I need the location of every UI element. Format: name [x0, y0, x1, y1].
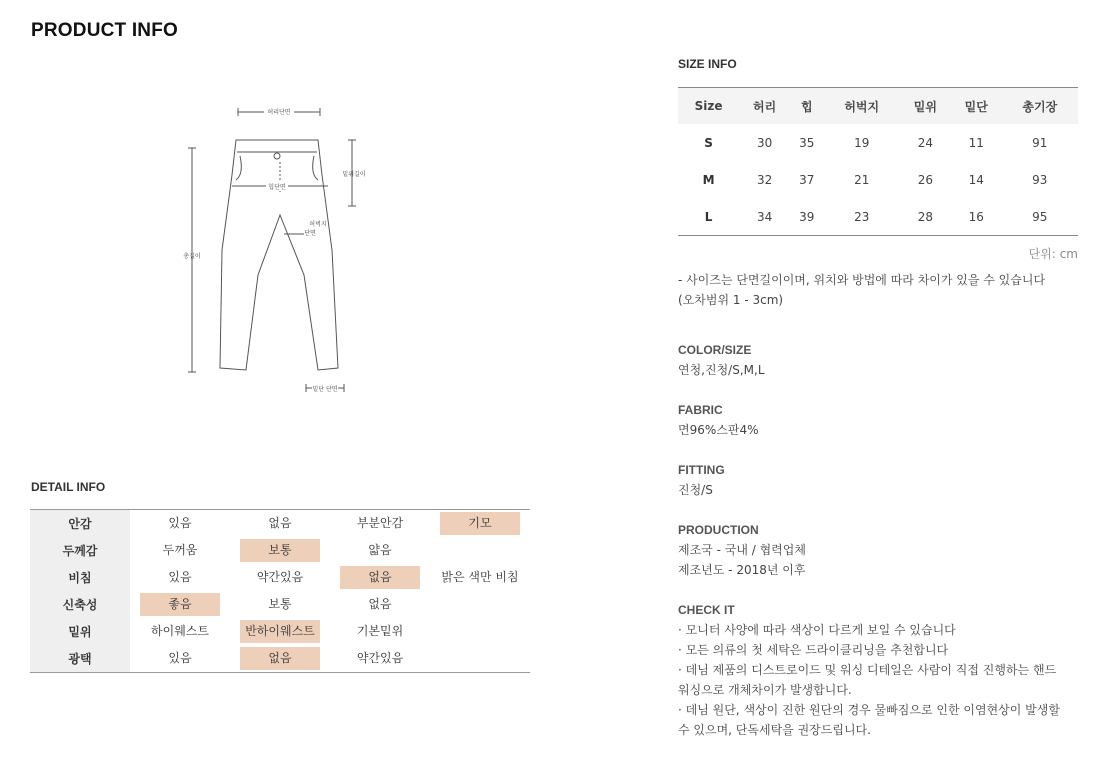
size-header-cell: Size	[678, 88, 739, 125]
detail-row-label: 두께감	[30, 537, 130, 564]
detail-option-cell	[230, 645, 330, 673]
detail-option: 있음	[168, 651, 192, 665]
section-heading: PRODUCTION	[678, 523, 759, 537]
waist-width-label: 허리단면	[267, 109, 291, 116]
section-text: 연청,진청/S,M,L	[678, 363, 765, 377]
section-text: 제조년도 - 2018년 이후	[678, 563, 806, 577]
detail-option	[440, 646, 520, 669]
detail-option-cell	[430, 645, 530, 673]
detail-row	[30, 645, 530, 673]
detail-option: 기본밑위	[356, 624, 404, 638]
detail-option-cell	[230, 537, 330, 564]
size-label-cell: M	[702, 172, 715, 187]
detail-row-label: 신축성	[30, 591, 130, 618]
detail-option-cell	[230, 618, 330, 645]
section-heading: FABRIC	[678, 403, 723, 417]
detail-option: 있음	[168, 516, 192, 530]
thigh-label: 허벅지	[309, 221, 327, 228]
section-text: 면96%스판4%	[678, 423, 759, 437]
detail-row-label: 광택	[30, 645, 130, 673]
section-text: · 데님 제품의 디스트로이드 및 워싱 디테일은 사람이 직접 진행하는 핸드	[678, 663, 1057, 677]
detail-option-selected: 기모	[440, 512, 520, 535]
detail-option-cell	[230, 564, 330, 591]
button-icon	[274, 153, 280, 159]
size-label-cell: S	[704, 135, 713, 150]
size-header-cell: 힙	[790, 88, 824, 125]
size-value-cell: 30	[756, 135, 773, 150]
detail-option-cell	[430, 510, 530, 538]
rise-label: 밑위길이	[342, 171, 366, 178]
detail-row-label: 밑위	[30, 618, 130, 645]
thigh-label-2: 단면	[304, 230, 316, 237]
detail-option-selected: 없음	[240, 647, 320, 670]
detail-option: 부분안감	[356, 516, 404, 530]
detail-option: 약간있음	[356, 651, 404, 665]
detail-option-cell	[130, 537, 230, 564]
size-value-cell: 11	[968, 135, 984, 150]
fabric-section	[678, 400, 1098, 440]
detail-option-selected: 보통	[240, 539, 320, 562]
detail-option	[440, 538, 520, 561]
size-note	[678, 270, 1098, 310]
detail-option-cell	[430, 564, 530, 591]
detail-option-cell	[430, 537, 530, 564]
detail-row	[30, 564, 530, 591]
page-title: PRODUCT INFO	[31, 20, 179, 41]
size-label-cell: L	[704, 209, 713, 224]
detail-option-cell	[230, 591, 330, 618]
detail-row	[30, 537, 530, 564]
left-pocket	[236, 156, 241, 180]
section-text: 제조국 - 국내 / 협력업체	[678, 543, 806, 557]
size-note-line: (오차범위 1 - 3cm)	[678, 293, 784, 307]
size-value-cell: 28	[917, 209, 933, 224]
detail-option-cell	[130, 645, 230, 673]
detail-option: 없음	[368, 597, 392, 611]
size-value-cell: 32	[756, 172, 773, 187]
detail-option: 약간있음	[256, 570, 304, 584]
detail-option-cell	[130, 591, 230, 618]
detail-option-cell	[330, 510, 430, 538]
size-value-cell: 26	[917, 172, 933, 187]
detail-option-cell	[330, 645, 430, 673]
size-row	[678, 124, 1078, 161]
unit-label: 단위: cm	[1028, 247, 1078, 261]
production-section	[678, 520, 1098, 580]
detail-option-cell	[130, 510, 230, 538]
detail-info-table	[30, 509, 530, 673]
detail-option	[440, 592, 520, 615]
size-value-cell: 35	[799, 135, 815, 150]
detail-option-cell	[330, 564, 430, 591]
detail-option-selected: 없음	[340, 566, 420, 589]
detail-option-cell	[130, 564, 230, 591]
size-info-title: SIZE INFO	[678, 57, 737, 71]
size-row	[678, 198, 1078, 236]
right-pocket	[313, 156, 318, 180]
section-text: · 데님 원단, 색상이 진한 원단의 경우 물빠짐으로 인한 이염현상이 발생할	[678, 703, 1060, 717]
size-header-cell: 밑위	[900, 88, 951, 125]
total-length-label: 총길이	[183, 253, 201, 260]
size-value-cell: 39	[799, 209, 815, 224]
size-value-cell: 95	[1032, 209, 1048, 224]
detail-row	[30, 510, 530, 538]
size-value-cell: 16	[968, 209, 984, 224]
hem-label: 밑단 단면	[312, 386, 338, 393]
section-text: 진청/S	[678, 483, 713, 497]
detail-option-cell	[230, 510, 330, 538]
detail-option: 두꺼움	[162, 543, 198, 557]
size-header-cell: 허벅지	[824, 88, 900, 125]
detail-option-cell	[330, 618, 430, 645]
size-value-cell: 34	[756, 209, 773, 224]
section-text: · 모니터 사양에 따라 색상이 다르게 보일 수 있습니다	[678, 623, 956, 637]
detail-row-label: 비침	[30, 564, 130, 591]
fitting-section	[678, 460, 1098, 500]
section-heading: COLOR/SIZE	[678, 343, 752, 357]
size-value-cell: 93	[1032, 172, 1048, 187]
hip-width-label: 힙단면	[268, 184, 286, 191]
detail-option: 없음	[268, 516, 292, 530]
size-header-cell: 총기장	[1002, 88, 1078, 125]
section-heading: CHECK IT	[678, 603, 735, 617]
detail-option: 있음	[168, 570, 192, 584]
detail-option-cell	[330, 591, 430, 618]
detail-info-title: DETAIL INFO	[31, 480, 106, 494]
size-value-cell: 14	[968, 172, 984, 187]
check-it-section	[678, 600, 1098, 740]
section-heading: FITTING	[678, 463, 725, 477]
detail-option-cell	[430, 591, 530, 618]
detail-option-cell	[430, 618, 530, 645]
detail-option: 얇음	[368, 543, 392, 557]
detail-option-selected: 반하이웨스트	[240, 620, 320, 643]
detail-option-cell	[130, 618, 230, 645]
size-value-cell: 91	[1032, 135, 1048, 150]
size-note-line: - 사이즈는 단면길이이며, 위치와 방법에 따라 차이가 있을 수 있습니다	[678, 273, 1046, 287]
section-text: 워싱으로 개체차이가 발생합니다.	[678, 683, 852, 697]
size-header-cell: 허리	[739, 88, 790, 125]
detail-option: 하이웨스트	[151, 624, 209, 638]
detail-option	[440, 619, 520, 642]
size-value-cell: 21	[854, 172, 870, 187]
pants-measurement-diagram	[180, 100, 380, 400]
detail-option-selected: 좋음	[140, 593, 220, 616]
size-value-cell: 37	[799, 172, 815, 187]
detail-row	[30, 618, 530, 645]
size-header-row	[678, 88, 1078, 125]
size-value-cell: 23	[854, 209, 870, 224]
size-value-cell: 19	[854, 135, 870, 150]
size-header-cell: 밑단	[951, 88, 1002, 125]
detail-option: 밝은 색만 비침	[441, 570, 519, 584]
detail-option: 보통	[268, 597, 292, 611]
size-value-cell: 24	[917, 135, 933, 150]
pants-outline	[220, 140, 338, 370]
detail-option-cell	[330, 537, 430, 564]
size-row	[678, 161, 1078, 198]
color-size-section	[678, 340, 1098, 380]
section-text: · 모든 의류의 첫 세탁은 드라이클리닝을 추천합니다	[678, 643, 949, 657]
section-text: 수 있으며, 단독세탁을 권장드립니다.	[678, 723, 871, 737]
detail-row-label: 안감	[30, 510, 130, 538]
detail-row	[30, 591, 530, 618]
size-info-table	[678, 87, 1078, 236]
